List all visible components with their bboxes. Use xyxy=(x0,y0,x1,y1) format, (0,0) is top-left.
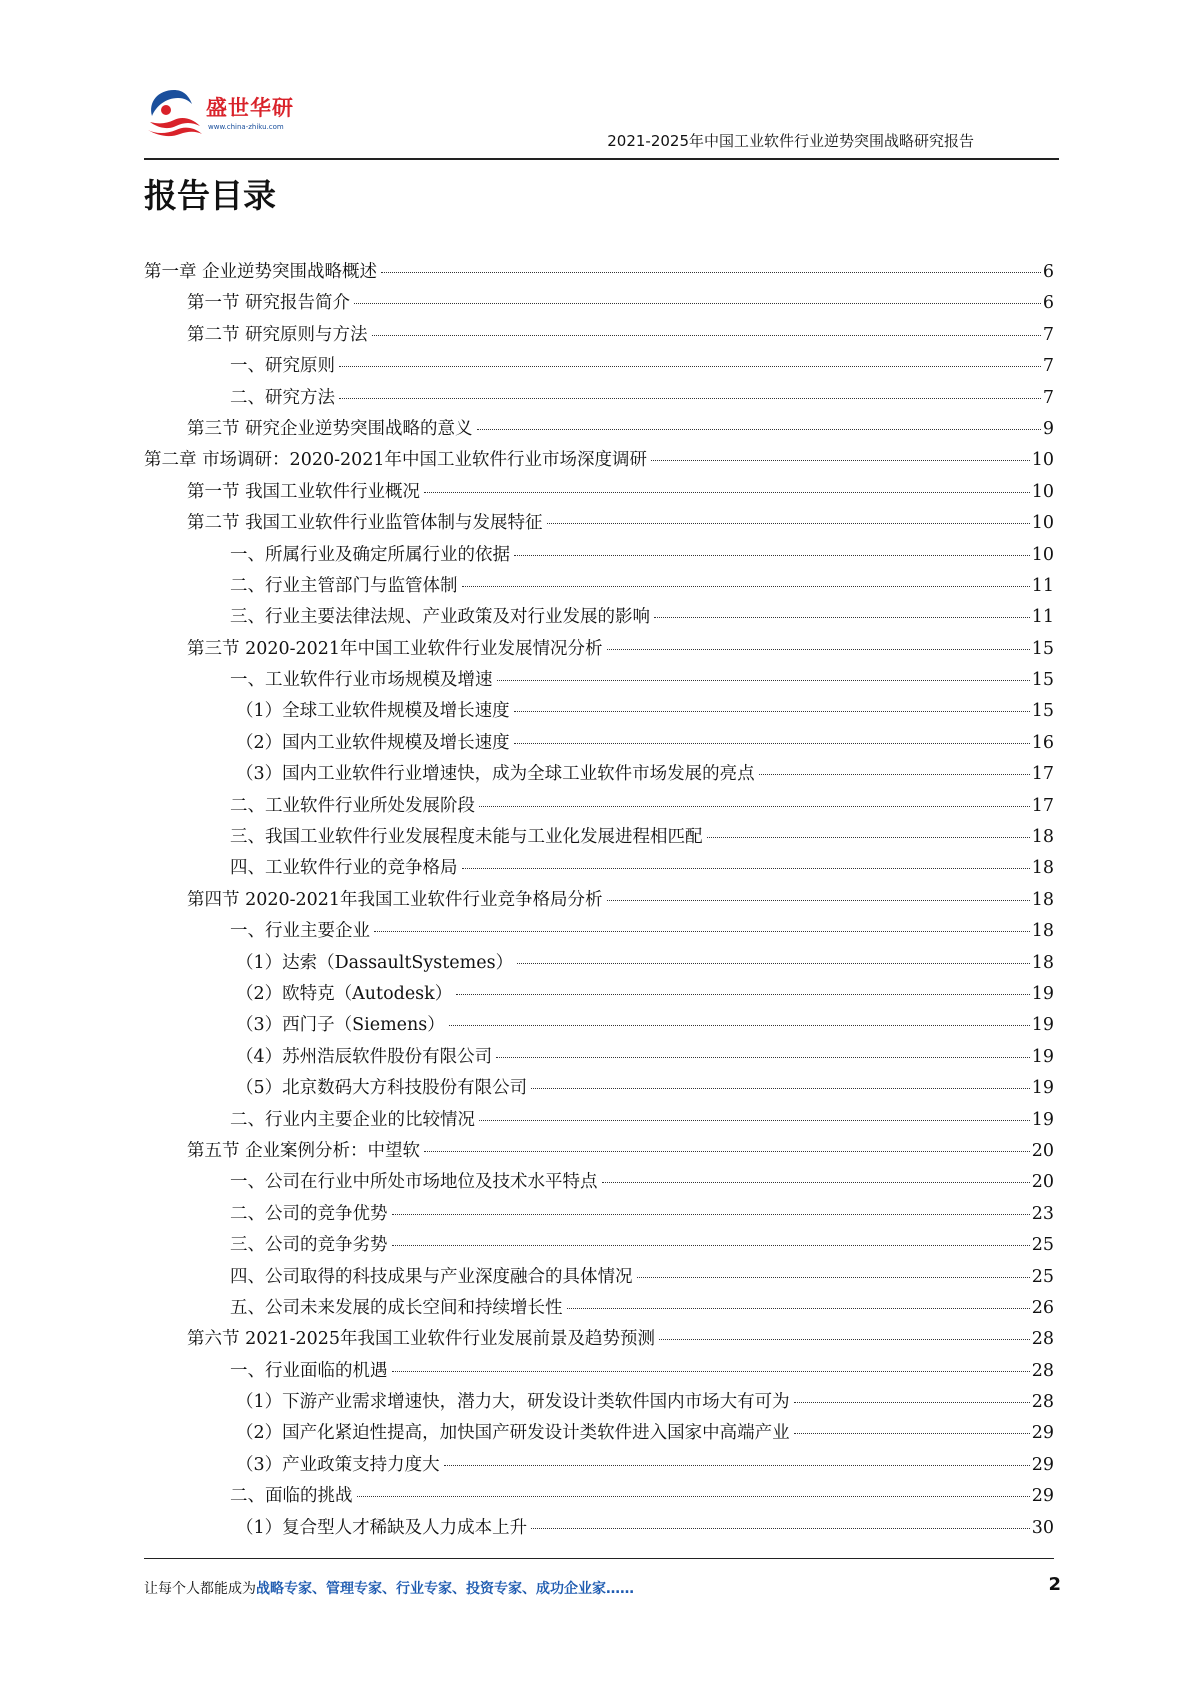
toc-entry[interactable] xyxy=(144,1451,1054,1482)
toc-entry[interactable] xyxy=(144,1357,1054,1388)
toc-entry-title: 第六节 2021-2025年我国工业软件行业发展前景及趋势预测 xyxy=(187,1329,656,1350)
toc-entry[interactable] xyxy=(144,792,1054,823)
toc-entry[interactable] xyxy=(144,478,1054,509)
toc-entry[interactable] xyxy=(144,384,1054,415)
company-logo xyxy=(144,84,314,144)
toc-entry-title: （1）复合型人才稀缺及人力成本上升 xyxy=(236,1517,528,1538)
toc-entry-page: 19 xyxy=(1031,1015,1054,1036)
toc-leader-dots xyxy=(339,398,1041,399)
toc-entry[interactable] xyxy=(144,1168,1054,1199)
toc-leader-dots xyxy=(479,806,1030,807)
toc-entry-page: 9 xyxy=(1042,418,1054,439)
toc-entry-title: 二、公司的竞争优势 xyxy=(230,1203,388,1224)
toc-leader-dots xyxy=(479,1120,1030,1121)
toc-leader-dots xyxy=(607,649,1030,650)
toc-entry-page: 7 xyxy=(1042,324,1054,345)
toc-entry-title: 二、面临的挑战 xyxy=(230,1486,353,1507)
toc-entry-title: （2）国内工业软件规模及增长速度 xyxy=(236,732,510,753)
toc-entry-page: 18 xyxy=(1031,827,1054,848)
toc-entry[interactable] xyxy=(144,697,1054,728)
toc-entry-page: 29 xyxy=(1031,1423,1054,1444)
toc-entry-title: 第一节 我国工业软件行业概况 xyxy=(187,481,421,502)
toc-entry-page: 17 xyxy=(1031,795,1054,816)
toc-entry-page: 30 xyxy=(1031,1517,1054,1538)
toc-entry-title: 第二章 市场调研：2020-2021年中国工业软件行业市场深度调研 xyxy=(144,450,648,471)
toc-entry[interactable] xyxy=(144,1514,1054,1545)
toc-leader-dots xyxy=(547,523,1030,524)
toc-entry[interactable] xyxy=(144,1200,1054,1231)
toc-leader-dots xyxy=(381,272,1041,273)
toc-leader-dots xyxy=(357,1496,1030,1497)
toc-leader-dots xyxy=(794,1433,1030,1434)
toc-entry-title: 一、行业主要企业 xyxy=(230,921,370,942)
toc-entry-page: 11 xyxy=(1031,575,1054,596)
toc-entry-page: 19 xyxy=(1031,983,1054,1004)
toc-entry[interactable] xyxy=(144,1043,1054,1074)
toc-entry[interactable] xyxy=(144,352,1054,383)
toc-leader-dots xyxy=(424,492,1030,493)
toc-entry[interactable] xyxy=(144,635,1054,666)
table-of-contents xyxy=(144,258,1054,1545)
toc-entry[interactable] xyxy=(144,1106,1054,1137)
toc-entry-title: （4）苏州浩辰软件股份有限公司 xyxy=(236,1046,493,1067)
toc-entry-page: 7 xyxy=(1042,387,1054,408)
footer-divider xyxy=(144,1558,1054,1559)
toc-leader-dots xyxy=(444,1465,1030,1466)
toc-entry[interactable] xyxy=(144,321,1054,352)
toc-leader-dots xyxy=(602,1182,1030,1183)
toc-leader-dots xyxy=(392,1371,1030,1372)
toc-leader-dots xyxy=(392,1214,1030,1215)
toc-leader-dots xyxy=(392,1245,1030,1246)
toc-entry[interactable] xyxy=(144,760,1054,791)
toc-entry-title: （3）产业政策支持力度大 xyxy=(236,1454,440,1475)
page-title: 报告目录 xyxy=(144,176,276,215)
toc-entry-page: 28 xyxy=(1031,1392,1054,1413)
toc-entry-title: 三、我国工业软件行业发展程度未能与工业化发展进程相匹配 xyxy=(230,827,703,848)
toc-entry-page: 18 xyxy=(1031,921,1054,942)
toc-entry-title: （1）下游产业需求增速快，潜力大，研发设计类软件国内市场大有可为 xyxy=(236,1392,790,1413)
toc-leader-dots xyxy=(449,1025,1030,1026)
toc-entry[interactable] xyxy=(144,258,1054,289)
toc-leader-dots xyxy=(514,711,1030,712)
toc-entry-title: 三、公司的竞争劣势 xyxy=(230,1235,388,1256)
toc-entry-title: 第一章 企业逆势突围战略概述 xyxy=(144,262,378,282)
toc-leader-dots xyxy=(372,335,1041,336)
toc-leader-dots xyxy=(456,994,1029,995)
toc-leader-dots xyxy=(496,1057,1030,1058)
toc-entry-page: 19 xyxy=(1031,1078,1054,1099)
toc-entry-page: 25 xyxy=(1031,1235,1054,1256)
toc-entry-title: 第四节 2020-2021年我国工业软件行业竞争格局分析 xyxy=(187,889,603,910)
toc-entry-title: 第三节 研究企业逆势突围战略的意义 xyxy=(187,418,473,439)
toc-entry-page: 26 xyxy=(1031,1297,1054,1318)
toc-entry-title: 第二节 研究原则与方法 xyxy=(187,324,368,345)
toc-leader-dots xyxy=(517,963,1030,964)
toc-entry-page: 15 xyxy=(1031,670,1054,691)
toc-entry[interactable] xyxy=(144,1294,1054,1325)
toc-leader-dots xyxy=(531,1528,1030,1529)
toc-entry[interactable] xyxy=(144,1325,1054,1356)
toc-entry[interactable] xyxy=(144,854,1054,885)
toc-leader-dots xyxy=(659,1339,1030,1340)
logo-name: 盛世华研 xyxy=(206,96,294,120)
toc-entry-title: 一、所属行业及确定所属行业的依据 xyxy=(230,544,510,565)
toc-leader-dots xyxy=(607,900,1030,901)
toc-entry-page: 7 xyxy=(1042,356,1054,377)
toc-entry[interactable] xyxy=(144,1419,1054,1450)
toc-entry-page: 18 xyxy=(1031,858,1054,879)
toc-entry[interactable] xyxy=(144,572,1054,603)
toc-entry-page: 18 xyxy=(1031,889,1054,910)
toc-entry-title: 一、公司在行业中所处市场地位及技术水平特点 xyxy=(230,1172,598,1193)
toc-leader-dots xyxy=(531,1088,1030,1089)
toc-entry[interactable] xyxy=(144,886,1054,917)
toc-entry-title: （3）西门子（Siemens） xyxy=(236,1015,445,1036)
toc-entry-title: 四、公司取得的科技成果与产业深度融合的具体情况 xyxy=(230,1266,633,1287)
toc-entry-page: 28 xyxy=(1031,1329,1054,1350)
toc-leader-dots xyxy=(424,1151,1030,1152)
toc-entry-page: 6 xyxy=(1042,262,1054,282)
toc-entry-title: 二、行业内主要企业的比较情况 xyxy=(230,1109,475,1130)
toc-entry[interactable] xyxy=(144,415,1054,446)
toc-leader-dots xyxy=(354,303,1041,304)
toc-entry-page: 10 xyxy=(1031,544,1054,565)
toc-entry[interactable] xyxy=(144,917,1054,948)
toc-leader-dots xyxy=(514,555,1030,556)
toc-entry[interactable] xyxy=(144,1011,1054,1042)
toc-entry-title: 一、工业软件行业市场规模及增速 xyxy=(230,670,493,691)
toc-entry[interactable] xyxy=(144,603,1054,634)
toc-leader-dots xyxy=(477,429,1041,430)
toc-entry-page: 16 xyxy=(1031,732,1054,753)
toc-entry-title: 第一节 研究报告简介 xyxy=(187,293,351,314)
toc-leader-dots xyxy=(637,1277,1030,1278)
toc-entry-title: （1）全球工业软件规模及增长速度 xyxy=(236,701,510,722)
toc-entry[interactable] xyxy=(144,1263,1054,1294)
toc-entry-title: 三、行业主要法律法规、产业政策及对行业发展的影响 xyxy=(230,607,650,628)
toc-entry[interactable] xyxy=(144,729,1054,760)
toc-entry[interactable] xyxy=(144,289,1054,320)
toc-entry-title: 二、研究方法 xyxy=(230,387,335,408)
toc-entry[interactable] xyxy=(144,446,1054,477)
report-title: 2021-2025年中国工业软件行业逆势突围战略研究报告 xyxy=(607,132,974,150)
toc-entry-title: 四、工业软件行业的竞争格局 xyxy=(230,858,458,879)
toc-entry-title: 第五节 企业案例分析：中望软 xyxy=(187,1140,421,1161)
toc-entry-title: 二、行业主管部门与监管体制 xyxy=(230,575,458,596)
toc-leader-dots xyxy=(707,837,1030,838)
toc-entry-page: 29 xyxy=(1031,1454,1054,1475)
logo-url: www.china-zhiku.com xyxy=(208,123,284,131)
toc-entry-page: 17 xyxy=(1031,764,1054,785)
toc-entry-page: 19 xyxy=(1031,1109,1054,1130)
toc-entry-title: 第二节 我国工业软件行业监管体制与发展特征 xyxy=(187,513,543,534)
toc-entry-title: （5）北京数码大方科技股份有限公司 xyxy=(236,1078,528,1099)
toc-leader-dots xyxy=(567,1308,1030,1309)
toc-entry-page: 15 xyxy=(1031,638,1054,659)
toc-entry[interactable] xyxy=(144,1074,1054,1105)
page-number: 2 xyxy=(1048,1574,1061,1595)
toc-leader-dots xyxy=(339,366,1041,367)
toc-entry-page: 20 xyxy=(1031,1172,1054,1193)
page-header xyxy=(144,78,1059,160)
toc-entry[interactable] xyxy=(144,666,1054,697)
toc-entry-page: 10 xyxy=(1031,513,1054,534)
footer-slogan xyxy=(144,1578,634,1598)
toc-entry-page: 6 xyxy=(1042,293,1054,314)
toc-entry-page: 11 xyxy=(1031,607,1054,628)
toc-entry[interactable] xyxy=(144,1482,1054,1513)
toc-leader-dots xyxy=(462,586,1030,587)
toc-leader-dots xyxy=(514,743,1030,744)
toc-entry-page: 23 xyxy=(1031,1203,1054,1224)
toc-leader-dots xyxy=(759,774,1030,775)
toc-entry[interactable] xyxy=(144,949,1054,980)
toc-entry-page: 28 xyxy=(1031,1360,1054,1381)
toc-entry-page: 29 xyxy=(1031,1486,1054,1507)
toc-entry[interactable] xyxy=(144,823,1054,854)
toc-entry-title: 五、公司未来发展的成长空间和持续增长性 xyxy=(230,1297,563,1318)
toc-entry[interactable] xyxy=(144,1231,1054,1262)
toc-entry-page: 10 xyxy=(1031,481,1054,502)
toc-entry[interactable] xyxy=(144,541,1054,572)
toc-entry[interactable] xyxy=(144,1137,1054,1168)
toc-entry-page: 15 xyxy=(1031,701,1054,722)
toc-leader-dots xyxy=(794,1402,1030,1403)
toc-entry-title: 一、行业面临的机遇 xyxy=(230,1360,388,1381)
toc-entry-title: （2）欧特克（Autodesk） xyxy=(236,983,453,1004)
toc-entry-title: （2）国产化紧迫性提高，加快国产研发设计类软件进入国家中高端产业 xyxy=(236,1423,790,1444)
logo-emblem-icon xyxy=(144,84,206,144)
toc-entry-page: 20 xyxy=(1031,1140,1054,1161)
toc-entry-title: 一、研究原则 xyxy=(230,356,335,377)
slogan-lead: 让每个人都能成为 xyxy=(144,1581,256,1597)
toc-leader-dots xyxy=(651,460,1030,461)
toc-leader-dots xyxy=(462,868,1030,869)
toc-entry-title: （3）国内工业软件行业增速快，成为全球工业软件市场发展的亮点 xyxy=(236,764,755,785)
toc-entry[interactable] xyxy=(144,509,1054,540)
toc-entry-page: 18 xyxy=(1031,952,1054,973)
toc-entry-title: （1）达索（DassaultSystemes） xyxy=(236,952,514,973)
toc-entry[interactable] xyxy=(144,1388,1054,1419)
toc-entry-title: 第三节 2020-2021年中国工业软件行业发展情况分析 xyxy=(187,638,603,659)
toc-leader-dots xyxy=(374,931,1030,932)
toc-leader-dots xyxy=(654,617,1030,618)
slogan-highlight: 战略专家、管理专家、行业专家、投资专家、成功企业家…… xyxy=(256,1581,634,1597)
toc-entry-page: 19 xyxy=(1031,1046,1054,1067)
toc-entry-title: 二、工业软件行业所处发展阶段 xyxy=(230,795,475,816)
toc-entry-page: 10 xyxy=(1031,450,1054,471)
toc-leader-dots xyxy=(497,680,1030,681)
toc-entry-page: 25 xyxy=(1031,1266,1054,1287)
toc-entry[interactable] xyxy=(144,980,1054,1011)
